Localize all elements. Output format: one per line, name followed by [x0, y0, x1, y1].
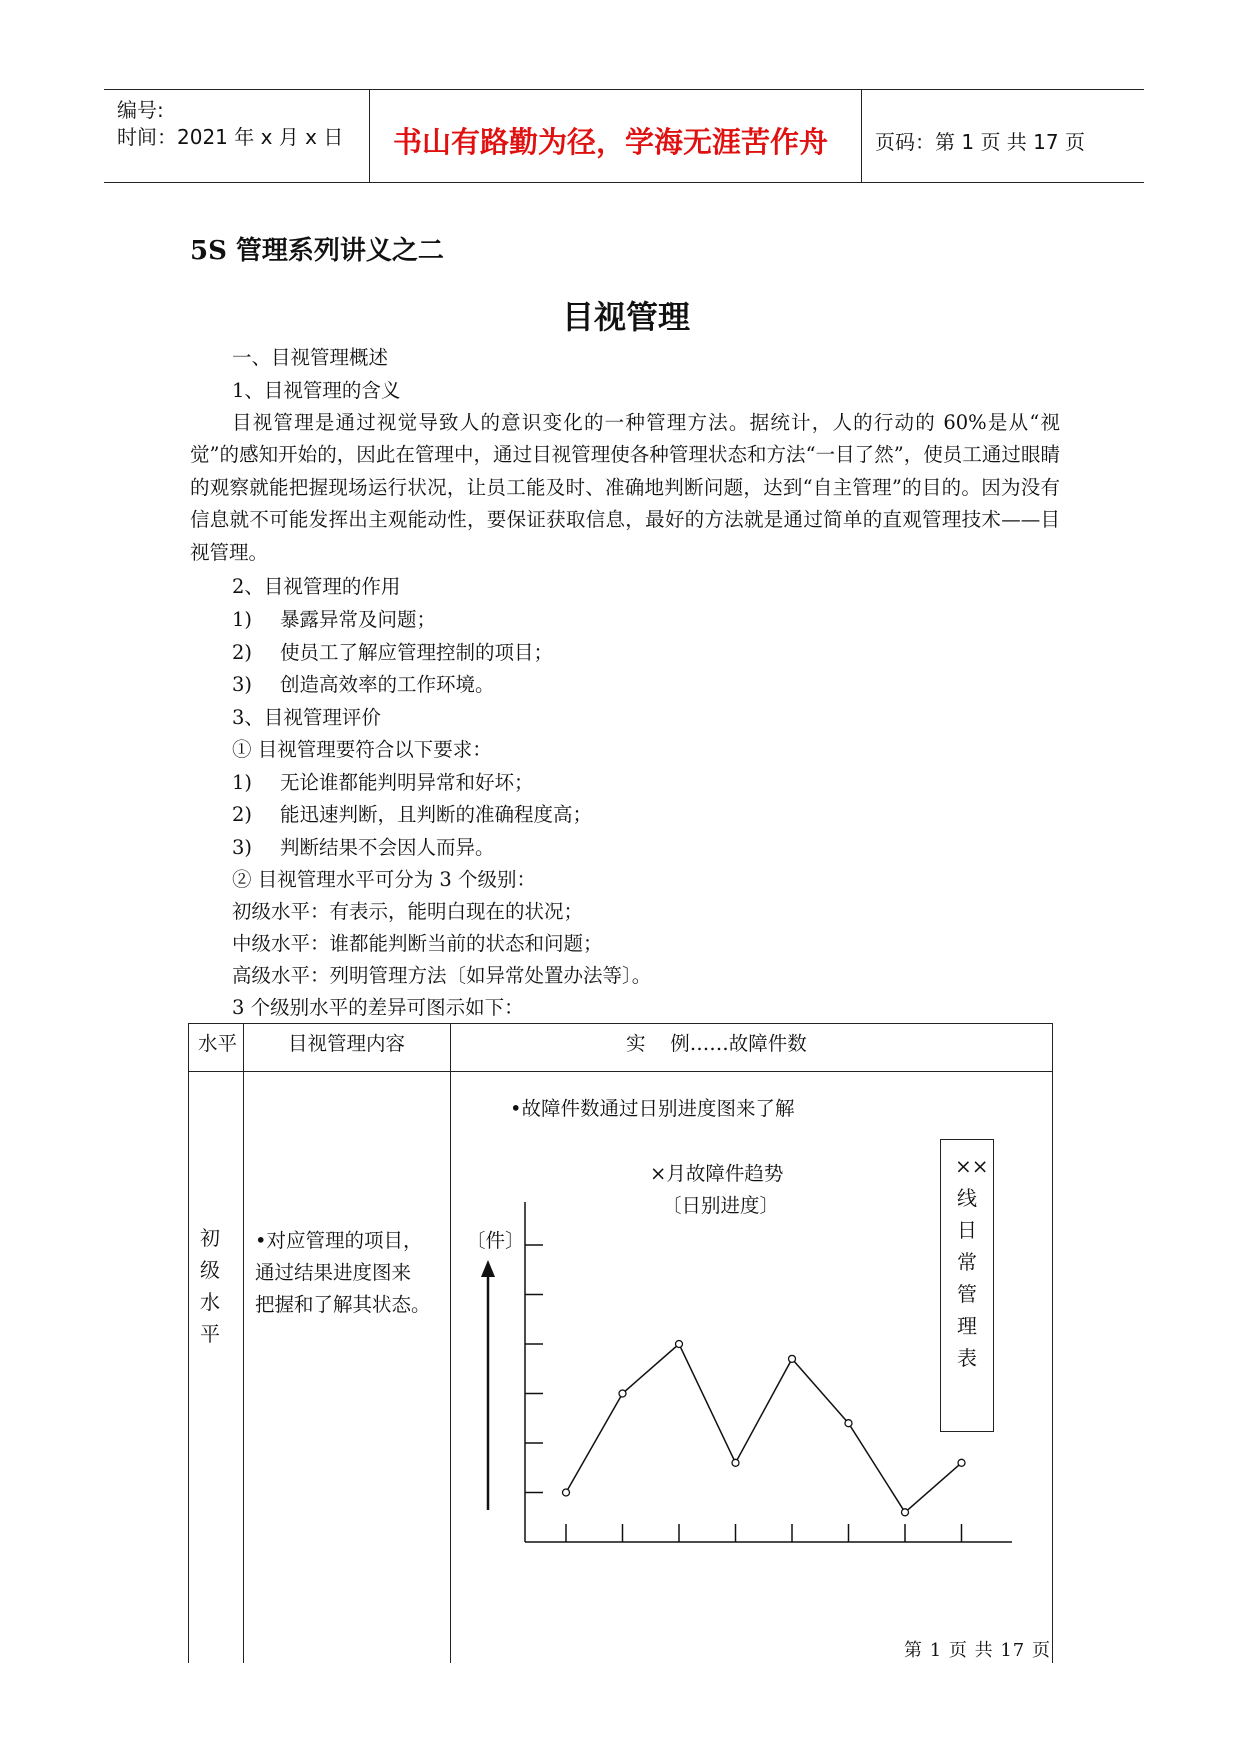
table-header-level: 水平 — [198, 1032, 238, 1055]
chart-ylabel: 〔件〕 — [466, 1229, 525, 1252]
header-top-rule — [104, 89, 1144, 90]
data-point-8 — [958, 1459, 965, 1466]
req-num-1: 1) — [232, 771, 253, 794]
chart-title: ×月故障件趋势 — [650, 1162, 784, 1185]
trend-chart — [450, 1180, 1050, 1560]
header-bottom-rule — [104, 182, 1144, 183]
data-point-2 — [619, 1390, 626, 1397]
subheading-evaluation: 3、目视管理评价 — [232, 706, 381, 729]
section-heading: 一、目视管理概述 — [232, 346, 389, 369]
series-line-1 — [566, 1344, 962, 1512]
subheading-meaning: 1、目视管理的含义 — [232, 379, 401, 402]
table-right-border — [1052, 1023, 1053, 1663]
table-col-divider-1 — [243, 1023, 244, 1663]
motto: 书山有路勤为径，学海无涯苦作舟 — [393, 125, 829, 159]
footer-page-number: 第 1 页 共 17 页 — [904, 1640, 1051, 1661]
paragraph-meaning: 目视管理是通过视觉导致人的意识变化的一种管理方法。据统计，人的行动的 60%是从“视觉”的感知开始的，因此在管理中，通过目视管理使各种管理状态和方法“一目了然”，使员工通过眼睛的观察就能把握现场运行状况，让员工能及时、准确地判断问题，达到“自主管理”的目的。因为没有信息就不可能发挥出主观能动性，要保证获取信息，最好的方法就是通过简单的直观管理技术——目视管理。 — [190, 411, 1060, 564]
level-intermediate: 中级水平：谁都能判断当前的状态和问题； — [232, 932, 603, 955]
req-text-2: 能迅速判断，且判断的准确程度高； — [280, 803, 593, 826]
role-text-3: 创造高效率的工作环境。 — [280, 673, 495, 696]
page-title: 目视管理 — [562, 298, 691, 336]
row-content-line-3: 把握和了解其状态。 — [255, 1293, 431, 1316]
time-label: 时间：2021 年 x 月 x 日 — [117, 125, 344, 149]
level-basic: 初级水平：有表示，能明白现在的状况； — [232, 900, 584, 923]
req-text-1: 无论谁都能判明异常和好坏； — [280, 771, 534, 794]
role-num-2: 2) — [232, 641, 253, 664]
example-caption: •故障件数通过日别进度图来了解 — [510, 1097, 795, 1120]
levels-intro: ② 目视管理水平可分为 3 个级别： — [232, 868, 537, 891]
chart-axes — [481, 1202, 1012, 1542]
data-point-4 — [732, 1459, 739, 1466]
data-point-1 — [563, 1489, 570, 1496]
table-header-example: 实 例……故障件数 — [626, 1032, 807, 1055]
table-header-content: 目视管理内容 — [288, 1032, 406, 1055]
header-divider-right — [861, 89, 862, 182]
req-num-2: 2) — [232, 803, 253, 826]
serial-label: 编号: — [117, 98, 164, 122]
data-point-5 — [789, 1355, 796, 1362]
req-text-3: 判断结果不会因人而异。 — [280, 836, 495, 859]
requirements-intro: ① 目视管理要符合以下要求： — [232, 738, 492, 761]
data-point-6 — [845, 1420, 852, 1427]
role-num-1: 1) — [232, 608, 253, 631]
role-num-3: 3) — [232, 673, 253, 696]
increase-arrow-head-icon — [481, 1260, 495, 1277]
header-divider-left — [369, 89, 370, 182]
data-point-7 — [902, 1509, 909, 1516]
table-intro: 3 个级别水平的差异可图示如下： — [232, 996, 524, 1019]
role-text-2: 使员工了解应管理控制的项目； — [280, 641, 554, 664]
page-info: 页码：第 1 页 共 17 页 — [875, 130, 1085, 154]
row-content-line-1: •对应管理的项目， — [255, 1229, 423, 1252]
chart-series — [563, 1341, 966, 1516]
role-text-1: 暴露异常及问题； — [280, 608, 437, 631]
table-left-border — [188, 1023, 189, 1663]
table-top-border — [188, 1023, 1052, 1024]
row-level-label: 初级水平 — [200, 1226, 220, 1346]
series-title: 5S 管理系列讲义之二 — [190, 236, 444, 266]
table-header-border — [188, 1071, 1052, 1072]
board-label: ××线日常管理表 — [955, 1154, 989, 1370]
req-num-3: 3) — [232, 836, 253, 859]
subheading-roles: 2、目视管理的作用 — [232, 575, 401, 598]
row-content-line-2: 通过结果进度图来 — [255, 1261, 412, 1284]
data-point-3 — [676, 1341, 683, 1348]
chart-subtitle: 〔日别进度〕 — [662, 1194, 780, 1217]
level-advanced: 高级水平：列明管理方法〔如异常处置办法等〕。 — [232, 964, 652, 987]
